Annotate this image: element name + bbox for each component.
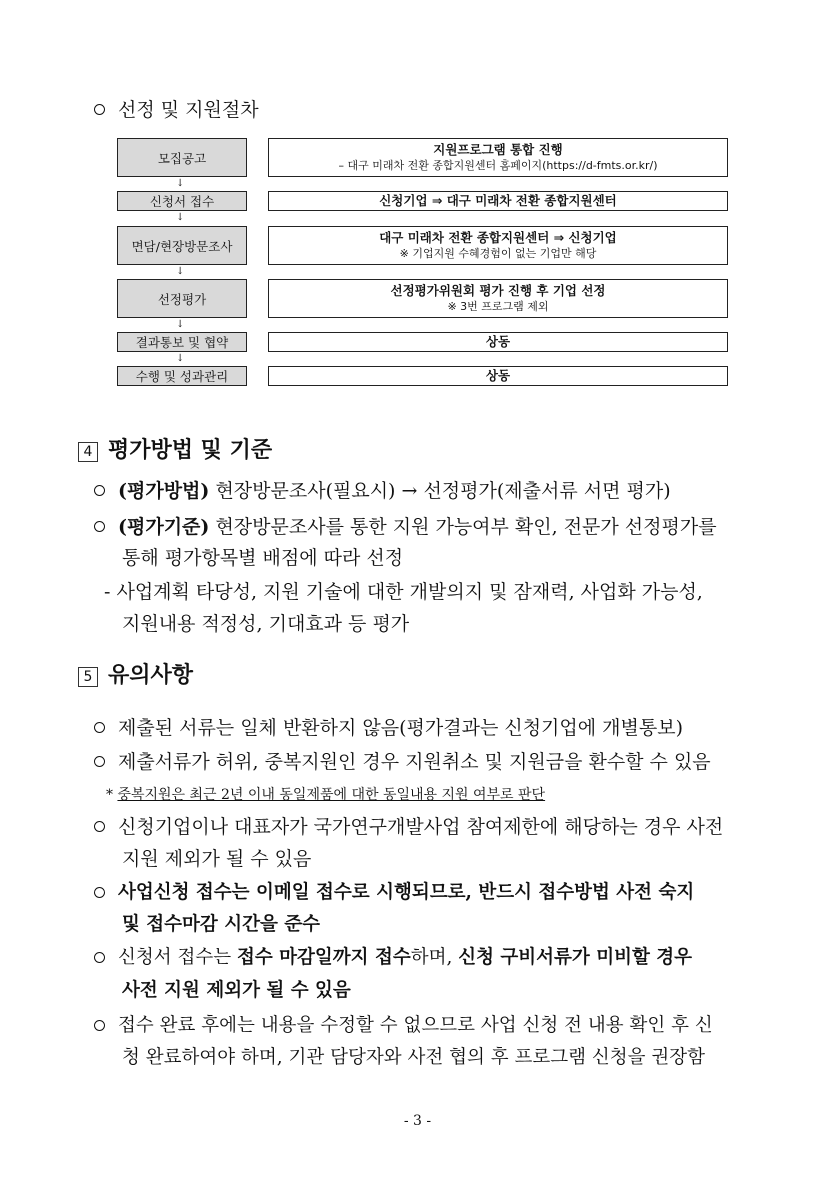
caution-5-part-a: 신청서 접수는: [118, 947, 237, 968]
bullet-circle-icon: [94, 104, 105, 115]
eval-items-line-1: - 사업계획 타당성, 지원 기술에 대한 개발의지 및 잠재력, 사업화 가능성,: [104, 581, 703, 603]
step-desc-3: [268, 226, 728, 265]
eval-method-text: 현장방문조사(필요시) → 선정평가(제출서류 서면 평가): [209, 480, 671, 502]
bullet-circle-icon: [94, 485, 105, 496]
step-desc-4-sub: ※ 3번 프로그램 제외: [447, 300, 549, 313]
caution-item-4: 사업신청 접수는 이메일 접수로 시행되므로, 반드시 접수방법 사전 숙지: [118, 882, 695, 903]
bullet-circle-icon: [94, 521, 105, 532]
eval-criteria-label: (평가기준): [118, 516, 210, 538]
section-5-title: 유의사항: [108, 663, 194, 688]
section-5-number: 5: [78, 667, 98, 687]
caution-item-6: 접수 완료 후에는 내용을 수정할 수 없으므로 사업 신청 전 내용 확인 후 신: [118, 1015, 713, 1036]
note-text: 중복지원은 최근 2년 이내 동일제품에 대한 동일내용 지원 여부로 판단: [117, 787, 546, 803]
step-desc-3-title: 대구 미래차 전환 종합지원센터 ⇒ 신청기업: [379, 230, 617, 245]
step-desc-2: [268, 191, 728, 211]
caution-5-part-b: 접수 마감일까지 접수: [237, 947, 411, 968]
bullet-circle-icon: [94, 821, 105, 832]
caution-item-3-cont: 지원 제외가 될 수 있음: [122, 848, 312, 870]
step-desc-4: [268, 279, 728, 318]
section-4-number: 4: [78, 442, 98, 462]
step-label-5: 결과통보 및 협약: [117, 332, 247, 352]
bullet-circle-icon: [94, 1020, 105, 1031]
step-desc-1-title: 지원프로그램 통합 진행: [433, 142, 563, 157]
bullet-circle-icon: [94, 756, 105, 767]
bullet-circle-icon: [94, 952, 105, 963]
step-desc-3-sub: ※ 기업지원 수혜경험이 없는 기업만 해당: [399, 247, 597, 260]
caution-item-4-cont: 및 접수마감 시간을 준수: [122, 914, 321, 935]
eval-criteria-text: 현장방문조사를 통한 지원 가능여부 확인, 전문가 선정평가를: [209, 516, 717, 538]
step-label-2: 신청서 접수: [117, 191, 247, 211]
step-desc-6-title: 상동: [485, 368, 511, 383]
caution-item-5: [118, 946, 692, 970]
eval-method-label: (평가방법): [118, 480, 210, 502]
eval-method-line: [118, 479, 671, 503]
flow-arrow-icon: ↓: [176, 353, 185, 364]
section-4-title: 평가방법 및 기준: [108, 438, 273, 463]
caution-item-6-cont: 청 완료하여야 하며, 기관 담당자와 사전 협의 후 프로그램 신청을 권장함: [122, 1047, 705, 1068]
step-label-1: 모집공고: [117, 138, 247, 177]
caution-item-2: 제출서류가 허위, 중복지원인 경우 지원취소 및 지원금을 환수할 수 있음: [118, 751, 711, 773]
caution-item-5-cont: 사전 지원 제외가 될 수 있음: [122, 980, 351, 1001]
step-label-6: 수행 및 성과관리: [117, 366, 247, 386]
step-desc-6: [268, 366, 728, 386]
step-label-4: 선정평가: [117, 279, 247, 318]
caution-5-part-c: 하며,: [410, 947, 459, 968]
eval-items-line-2: 지원내용 적정성, 기대효과 등 평가: [122, 613, 410, 635]
flow-arrow-icon: ↓: [176, 212, 185, 223]
step-label-3: 면담/현장방문조사: [117, 226, 247, 265]
bullet-circle-icon: [94, 722, 105, 733]
note-asterisk: *: [106, 787, 113, 803]
caution-item-3: 신청기업이나 대표자가 국가연구개발사업 참여제한에 해당하는 경우 사전: [118, 816, 724, 838]
flow-arrow-icon: ↓: [176, 178, 185, 189]
flow-arrow-icon: ↓: [176, 266, 185, 277]
eval-criteria-line: [118, 515, 717, 539]
bullet-circle-icon: [94, 887, 105, 898]
step-desc-1: [268, 138, 728, 177]
step-desc-4-title: 선정평가위원회 평가 진행 후 기업 선정: [390, 283, 606, 298]
eval-criteria-line-2: 통해 평가항목별 배점에 따라 선정: [122, 547, 404, 569]
caution-item-1: 제출된 서류는 일체 반환하지 않음(평가결과는 신청기업에 개별통보): [118, 717, 683, 739]
caution-note: [106, 786, 545, 804]
page-number: - 3 -: [403, 1113, 432, 1129]
step-desc-1-sub: – 대구 미래차 전환 종합지원센터 홈페이지(https://d-fmts.or.kr/): [338, 159, 658, 172]
procedure-heading: 선정 및 지원절차: [118, 99, 259, 121]
step-desc-2-title: 신청기업 ⇒ 대구 미래차 전환 종합지원센터: [379, 193, 617, 208]
step-desc-5: [268, 332, 728, 352]
step-desc-5-title: 상동: [485, 334, 511, 349]
caution-5-part-d: 신청 구비서류가 미비할 경우: [458, 947, 693, 968]
flow-arrow-icon: ↓: [176, 319, 185, 330]
